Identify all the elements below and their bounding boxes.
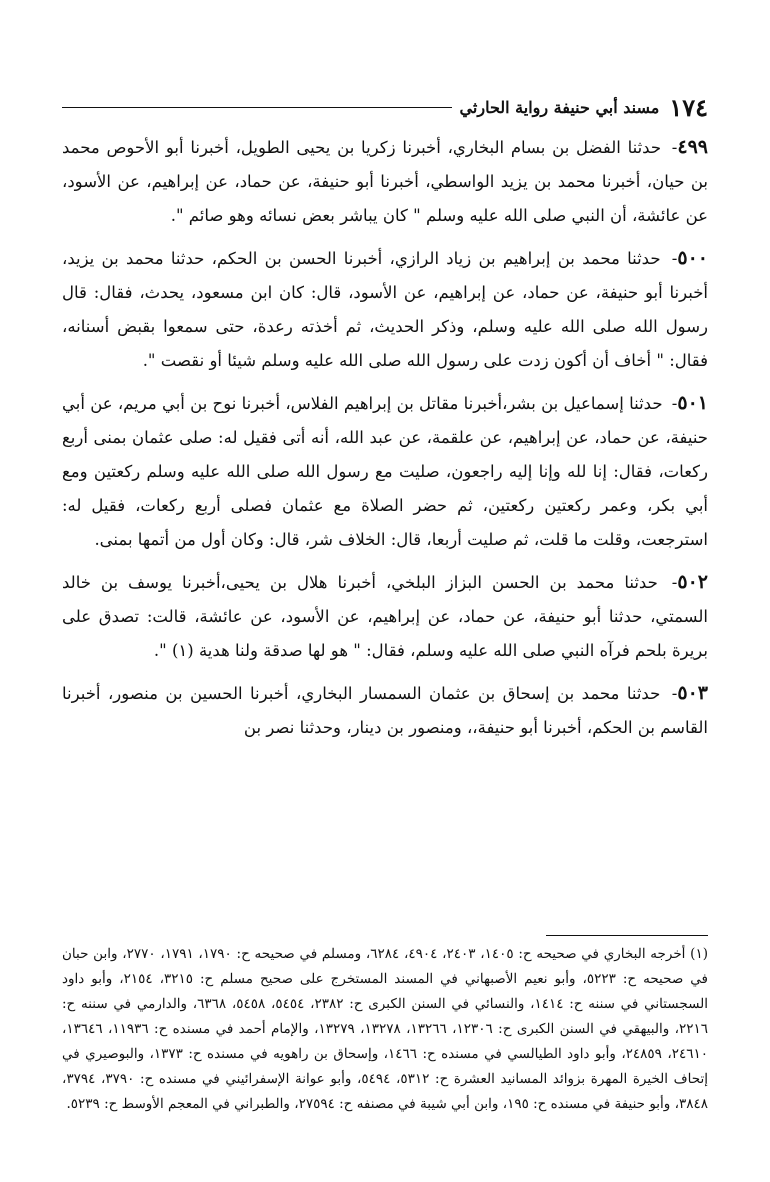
hadith-text: حدثنا محمد بن إبراهيم بن زياد الرازي، أخبرنا الحسن بن الحكم، حدثنا محمد بن يزيد، أخبرنا أبو حنيفة، عن حماد، عن إبراهيم، عن الأسود، قال: كان ابن مسعود، يحدث، فقال: قال رسول الله صلى الله عليه وسلم، وذكر الحديث، ثم أخذته رعدة، حتى سمعوا بقبض أسنانه، فقال: " أخاف أن أكون زدت على رسول الله صلى الله عليه وسلم شيئا أو نقصت ". bbox=[62, 249, 708, 370]
hadith-dash: - bbox=[671, 684, 678, 703]
hadith-number: ٥٠١ bbox=[677, 392, 708, 414]
page-number: ١٧٤ bbox=[669, 92, 708, 122]
hadith-dash: - bbox=[671, 573, 678, 592]
hadith-dash: - bbox=[671, 249, 678, 268]
page-header bbox=[62, 90, 708, 124]
main-text bbox=[62, 130, 708, 753]
hadith-dash: - bbox=[671, 138, 678, 157]
hadith-entry bbox=[62, 386, 708, 557]
footnote: (١) أخرجه البخاري في صحيحه ح: ١٤٠٥، ٢٤٠٣، ٤٩٠٤، ٦٢٨٤، ومسلم في صحيحه ح: ١٧٩٠، ١٧٩١، ٢٧٧٠، وابن حبان في صحيحه ح: ٥٢٢٣، وأبو نعيم الأصبهاني في المسند المستخرج على صحيح مسلم ح: ٣٢١٥، ٢١٥٤، وأبو داود السجستاني في سننه ح: ١٤١٤، والنسائي في السنن الكبرى ح: ٢٣٨٢، ٥٤٥٤، ٥٤٥٨، ٦٣٦٨، والدارمي في سننه ح: ٢٢١٦، والبيهقي في السنن الكبرى ح: ١٢٣٠٦، ١٣٢٦٦، ١٣٢٧٨، ١٣٢٧٩، والإمام أحمد في مسنده ح: ١١٩٣٦، ١٣٦٤٦، ٢٤٦١٠، ٢٤٨٥٩، وأبو داود الطيالسي في مسنده ح: ١٤٦٦، وإسحاق بن راهويه في مسنده ح: ١٣٧٣، والبوصيري في إتحاف الخيرة المهرة بزوائد المسانيد العشرة ح: ٥٣١٢، ٥٤٩٤، وأبو عوانة الإسفرائيني في مسنده ح: ٣٧٩٠، ٣٧٩٤، ٣٨٤٨، وأبو حنيفة في مسنده ح: ١٩٥، وابن أبي شيبة في مصنفه ح: ٢٧٥٩٤، والطبراني في المعجم الأوسط ح: ٥٢٣٩. bbox=[62, 946, 708, 1112]
hadith-entry bbox=[62, 130, 708, 233]
hadith-text: حدثنا محمد بن إسحاق بن عثمان السمسار البخاري، أخبرنا الحسين بن منصور، أخبرنا القاسم بن الحكم، أخبرنا أبو حنيفة،، ومنصور بن دينار، وحدثنا نصر بن bbox=[62, 684, 708, 737]
hadith-text: حدثنا الفضل بن بسام البخاري، أخبرنا زكريا بن يحيى الطويل، أخبرنا أبو الأحوص محمد بن حيان، أخبرنا محمد بن يزيد الواسطي، أخبرنا أبو حنيفة، عن حماد، عن إبراهيم، عن الأسود، عن عائشة، أن النبي صلى الله عليه وسلم " كان يباشر بعض نسائه وهو صائم ". bbox=[62, 138, 708, 225]
hadith-number: ٥٠٠ bbox=[677, 247, 708, 269]
hadith-dash: - bbox=[671, 394, 678, 413]
header-rule bbox=[62, 107, 452, 108]
hadith-entry bbox=[62, 676, 708, 745]
hadith-text: حدثنا محمد بن الحسن البزاز البلخي، أخبرنا هلال بن يحيى،أخبرنا يوسف بن خالد السمتي، حدثنا أبو حنيفة، عن حماد، عن إبراهيم، عن الأسود، عن عائشة، قالت: تصدق على بريرة بلحم فرآه النبي صلى الله عليه وسلم، فقال: " هو لها صدقة ولنا هدية (١) ". bbox=[62, 573, 708, 660]
footnote-separator bbox=[546, 935, 708, 936]
hadith-number: ٥٠٢ bbox=[677, 571, 708, 593]
hadith-entry bbox=[62, 241, 708, 378]
hadith-number: ٤٩٩ bbox=[677, 136, 708, 158]
hadith-number: ٥٠٣ bbox=[677, 682, 708, 704]
running-title: مسند أبي حنيفة رواية الحارثي bbox=[459, 97, 660, 117]
hadith-text: حدثنا إسماعيل بن بشر،أخبرنا مقاتل بن إبراهيم الفلاس، أخبرنا نوح بن أبي مريم، عن أبي حنيفة، عن حماد، عن إبراهيم، عن علقمة، عن عبد الله، أنه أتى فقيل له: صلى عثمان بمنى أربع ركعات، فقال: إنا لله وإنا إليه راجعون، صليت مع رسول الله صلى الله عليه وسلم ركعتين ومع أبي بكر، وعمر ركعتين ركعتين، ثم حضر الصلاة مع عثمان فصلى أربع ركعات، فقيل له: استرجعت، وقلت ما قلت، ثم صليت أربعا، قال: الخلاف شر، قال: وكان أول من أتمها بمنى. bbox=[62, 394, 708, 549]
hadith-entry bbox=[62, 565, 708, 668]
